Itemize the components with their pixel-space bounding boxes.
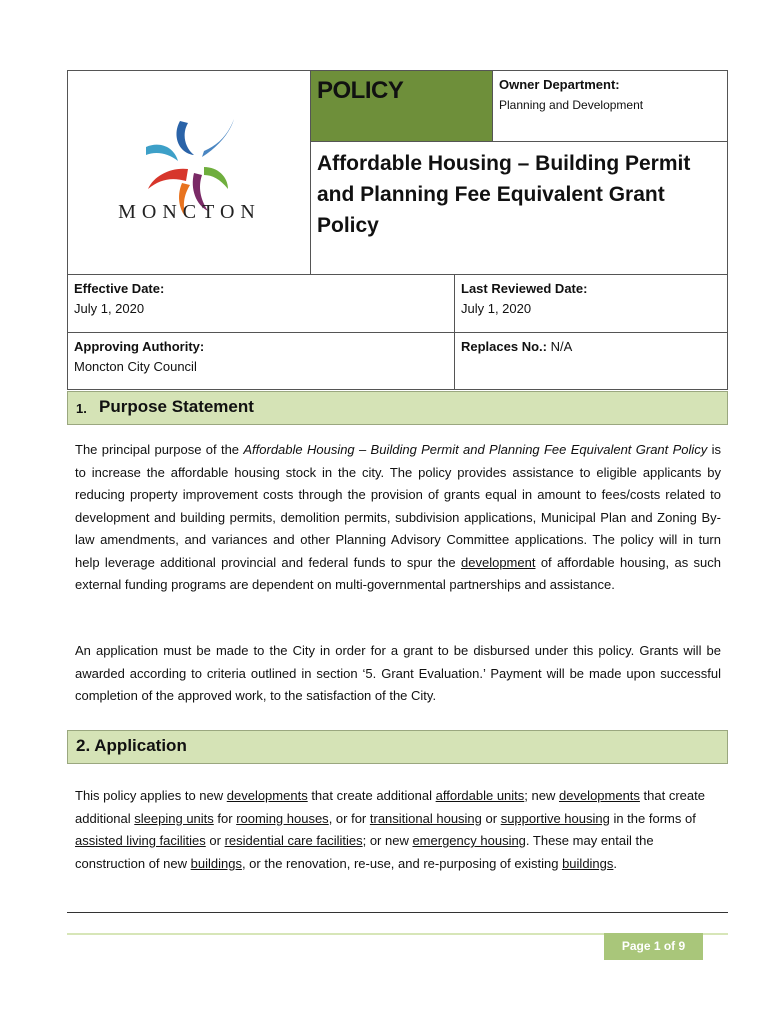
last-reviewed-label: Last Reviewed Date: [461,281,588,296]
approving-authority-label: Approving Authority: [74,339,205,354]
app-text-11: . These may entail the construction of new [75,833,654,871]
approving-authority-value: Moncton City Council [74,359,197,374]
supportive-housing-link[interactable]: supportive housing [500,810,610,826]
moncton-logo-mark [68,71,311,275]
app-text-9: or [205,833,225,848]
section-1-title: Purpose Statement [99,397,254,416]
purpose-paragraph-1 [75,439,721,597]
app-text-1: This policy applies to new [75,788,227,803]
buildings-link[interactable]: buildings [190,855,242,871]
last-reviewed-value: July 1, 2020 [461,301,532,316]
purpose-text-post: of affordable housing, as such external funding programs are dependent on multi-governmental partnerships and assistance. [75,554,722,592]
app-text-13: . [613,855,618,871]
section-2-heading [67,730,728,764]
owner-department-cell [493,71,727,141]
affordable-units-link[interactable]: affordable units [435,788,525,803]
replaces-line [461,337,721,357]
page-number-badge: Page 1 of 9 [604,933,703,960]
app-text-2: that create additional [307,788,436,803]
replaces-value: N/A [550,339,573,354]
app-text-6: , or for [328,810,370,826]
developments-link-2[interactable]: developments [558,788,640,803]
policy-title: Affordable Housing – Building Permit and Planning Fee Equivalent Grant Policy [317,152,691,237]
policy-label: POLICY [317,77,404,104]
app-text-12: , or the renovation, re-use, and re-purposing of existing [241,855,563,871]
developments-link[interactable]: developments [226,788,308,803]
app-text-7: or [481,810,501,826]
replaces-cell [455,333,727,389]
buildings-link-2[interactable]: buildings [562,855,614,871]
moncton-logo [68,71,311,275]
section-1-number: 1. [76,401,87,416]
emergency-housing-link[interactable]: emergency housing [412,833,526,848]
owner-department-label: Owner Department: [499,77,620,92]
effective-date-label: Effective Date: [74,281,165,296]
application-paragraph [75,785,721,875]
logo-wordmark: MONCTON [118,201,261,223]
residential-care-link[interactable]: residential care facilities [224,833,363,848]
section-1-heading [67,391,728,425]
policy-header-table [67,70,728,390]
footer-divider [67,912,728,913]
policy-label-cell [311,71,493,141]
app-text-4: that create additional [75,788,705,826]
app-text-3: ; new [524,788,559,803]
development-term-link[interactable]: development [461,554,536,570]
policy-name-italic: Affordable Housing – Building Permit and Planning Fee Equivalent Grant Policy [243,442,708,457]
app-text-8: in the forms of [609,810,696,826]
approving-authority-cell [68,333,455,389]
policy-title-cell [311,141,727,275]
last-reviewed-cell [455,275,727,333]
app-text-5: for [213,810,237,826]
purpose-text-mid: is to increase the affordable housing stock in the city. The policy provides assistance to eligible applicants by reducing property improvement costs through the provision of grants equal in amount to fees/costs related to development and building permits, demolition permits, subdivision applications, Municipal Plan and Zoning By-law amendments, and variances and other Planning Advisory Committee applications. The policy will in turn help leverage additional provincial and federal funds to spur the [75,442,721,570]
owner-department-value: Planning and Development [499,98,644,112]
purpose-paragraph-2: An application must be made to the City in order for a grant to be disbursed under this policy. Grants will be awarded according to criteria outlined in section ‘5. Grant Evaluation.’ Payment will be made upon successful completion of the approved work, to the satisfaction of the City. [75,643,721,703]
effective-date-value: July 1, 2020 [74,301,145,316]
app-text-10: ; or new [362,833,413,848]
effective-date-cell [68,275,455,333]
assisted-living-link[interactable]: assisted living facilities [75,833,206,848]
transitional-housing-link[interactable]: transitional housing [369,810,482,826]
purpose-text-pre: The principal purpose of the [75,442,244,457]
sleeping-units-link[interactable]: sleeping units [134,810,214,826]
rooming-houses-link[interactable]: rooming houses [236,810,329,826]
section-2-title: 2. Application [76,736,187,755]
replaces-label: Replaces No.: [461,339,547,354]
